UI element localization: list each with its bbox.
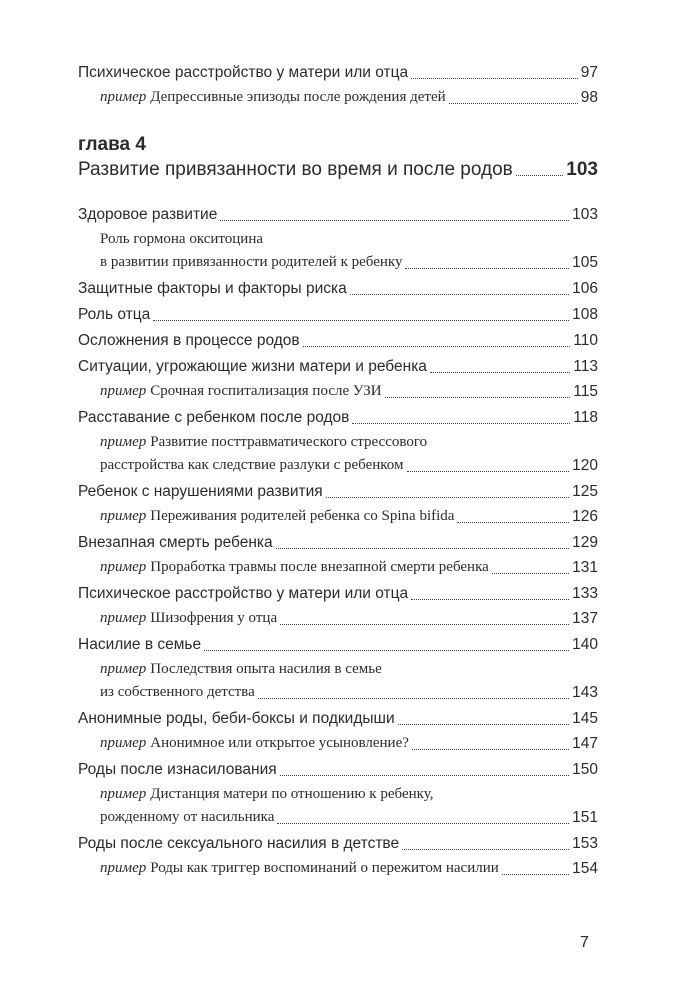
example-label: пример — [100, 786, 147, 802]
entry-line — [78, 832, 598, 855]
entry-page: 108 — [572, 306, 598, 323]
entry-page: 133 — [572, 585, 598, 602]
toc-entry[interactable] — [78, 303, 598, 326]
toc-entry[interactable] — [78, 480, 598, 503]
entry-page: 140 — [572, 636, 598, 653]
example-label: пример — [100, 735, 147, 751]
leader-dots — [407, 471, 570, 472]
leader-dots — [502, 874, 569, 875]
toc-entry[interactable] — [78, 203, 598, 226]
entry-title: Срочная госпитализация после УЗИ — [150, 383, 382, 399]
toc-entry[interactable] — [78, 707, 598, 730]
entry-line — [78, 633, 598, 656]
entry-page: 137 — [572, 610, 598, 627]
example-label: пример — [100, 508, 147, 524]
toc-entry[interactable] — [78, 832, 598, 855]
entry-line — [78, 406, 598, 429]
toc-subentry[interactable] — [78, 857, 598, 880]
toc-entry[interactable] — [78, 406, 598, 429]
entry-title: Проработка травмы после внезапной смерти ребенка — [150, 559, 489, 575]
entry-title: Защитные факторы и факторы риска — [78, 280, 347, 297]
entry-page: 125 — [572, 483, 598, 500]
toc-subentry[interactable] — [78, 783, 598, 829]
leader-dots — [411, 599, 569, 600]
leader-dots — [258, 698, 569, 699]
example-label: пример — [100, 383, 147, 399]
toc-subentry[interactable] — [78, 86, 598, 109]
example-label: пример — [100, 559, 147, 575]
leader-dots — [220, 220, 569, 221]
leader-dots — [303, 346, 571, 347]
entry-line — [78, 582, 598, 605]
leader-dots — [457, 522, 569, 523]
entry-line — [78, 86, 598, 109]
table-of-contents — [78, 58, 598, 880]
entry-page: 151 — [572, 809, 598, 826]
toc-entry[interactable] — [78, 329, 598, 352]
leader-dots — [352, 423, 570, 424]
toc-subentry[interactable] — [78, 658, 598, 704]
leader-dots — [402, 849, 569, 850]
entry-line — [78, 355, 598, 378]
entry-page: 98 — [580, 89, 598, 106]
entry-line — [78, 658, 598, 681]
leader-dots — [385, 397, 571, 398]
entry-line — [78, 505, 598, 528]
entry-page: 113 — [573, 358, 598, 375]
entry-title: Анонимное или открытое усыновление? — [150, 735, 409, 751]
leader-dots — [449, 103, 578, 104]
toc-entry[interactable] — [78, 355, 598, 378]
toc-entry[interactable] — [78, 758, 598, 781]
entry-line — [78, 61, 598, 84]
entry-line — [78, 783, 598, 806]
entry-title: Развитие посттравматического стрессового — [150, 434, 428, 450]
entry-title: в развитии привязанности родителей к ребенку — [100, 254, 403, 270]
example-label: пример — [100, 860, 147, 876]
entry-page: 153 — [572, 835, 598, 852]
entry-line — [78, 758, 598, 781]
toc-entry[interactable] — [78, 277, 598, 300]
leader-dots — [276, 548, 569, 549]
entry-title: расстройства как следствие разлуки с ребенком — [100, 457, 404, 473]
entry-title: Роды как триггер воспоминаний о пережитом насилии — [150, 860, 499, 876]
entry-title: Психическое расстройство у матери или отца — [78, 64, 409, 81]
chapter-page: 103 — [566, 159, 598, 180]
entry-line — [78, 732, 598, 755]
entry-title: Здоровое развитие — [78, 206, 218, 223]
leader-dots — [516, 175, 564, 176]
toc-subentry[interactable] — [78, 732, 598, 755]
example-label: пример — [100, 434, 147, 450]
leader-dots — [350, 294, 569, 295]
chapter-title: Развитие привязанности во время и после родов — [78, 159, 513, 180]
entry-page: 154 — [572, 860, 598, 877]
entry-page: 131 — [572, 559, 598, 576]
entry-page: 147 — [572, 735, 598, 752]
entry-page: 126 — [572, 508, 598, 525]
entry-title: Роль отца — [78, 306, 151, 323]
entry-line — [78, 277, 598, 300]
leader-dots — [280, 624, 569, 625]
entry-title: из собственного детства — [100, 684, 255, 700]
chapter-label: глава 4 — [78, 134, 146, 155]
entry-line — [78, 228, 598, 251]
leader-dots — [153, 320, 569, 321]
chapter-heading — [78, 133, 598, 183]
entry-title: Роды после изнасилования — [78, 761, 277, 778]
entry-page: 120 — [572, 457, 598, 474]
entry-title: Роль гормона окситоцина — [100, 231, 264, 247]
entry-title: Осложнения в процессе родов — [78, 332, 300, 349]
toc-subentry[interactable] — [78, 431, 598, 477]
toc-chapter-list — [78, 203, 598, 880]
entry-line — [78, 203, 598, 226]
leader-dots — [204, 650, 569, 651]
entry-line — [78, 251, 598, 274]
toc-entry[interactable] — [78, 61, 598, 84]
leader-dots — [326, 497, 569, 498]
entry-title: Последствия опыта насилия в семье — [150, 661, 382, 677]
entry-line — [78, 681, 598, 704]
entry-line — [78, 857, 598, 880]
entry-line — [78, 303, 598, 326]
entry-title: Депрессивные эпизоды после рождения детей — [150, 89, 446, 105]
entry-page: 115 — [573, 383, 598, 400]
chapter-title-line[interactable] — [78, 157, 598, 183]
entry-title: Роды после сексуального насилия в детстве — [78, 835, 400, 852]
entry-title: Ситуации, угрожающие жизни матери и ребенка — [78, 358, 427, 375]
entry-title: рожденному от насильника — [100, 809, 275, 825]
entry-title: Расставание с ребенком после родов — [78, 409, 350, 426]
toc-entry[interactable] — [78, 582, 598, 605]
leader-dots — [430, 372, 570, 373]
entry-title: Анонимные роды, беби-боксы и подкидыши — [78, 710, 395, 727]
entry-page: 110 — [573, 332, 598, 349]
entry-title: Ребенок с нарушениями развития — [78, 483, 323, 500]
entry-line — [78, 707, 598, 730]
entry-line — [78, 607, 598, 630]
entry-page: 105 — [572, 254, 598, 271]
toc-subentry[interactable] — [78, 505, 598, 528]
leader-dots — [398, 724, 570, 725]
entry-line — [78, 480, 598, 503]
entry-title: Психическое расстройство у матери или отца — [78, 585, 409, 602]
example-label: пример — [100, 661, 147, 677]
leader-dots — [411, 78, 578, 79]
example-label: пример — [100, 89, 147, 105]
entry-page: 97 — [580, 64, 598, 81]
entry-line — [78, 806, 598, 829]
toc-subentry[interactable] — [78, 228, 598, 274]
entry-page: 143 — [572, 684, 598, 701]
entry-title: Переживания родителей ребенка со Spina bifida — [150, 508, 455, 524]
entry-title: Насилие в семье — [78, 636, 202, 653]
entry-title: Дистанция матери по отношению к ребенку, — [150, 786, 434, 802]
entry-page: 129 — [572, 534, 598, 551]
toc-subentry[interactable] — [78, 556, 598, 579]
leader-dots — [280, 775, 569, 776]
entry-page: 103 — [572, 206, 598, 223]
entry-line — [78, 380, 598, 403]
page-number: 7 — [580, 934, 589, 951]
entry-line — [78, 556, 598, 579]
toc-subentry[interactable] — [78, 380, 598, 403]
example-label: пример — [100, 610, 147, 626]
entry-line — [78, 531, 598, 554]
entry-line — [78, 329, 598, 352]
leader-dots — [492, 573, 569, 574]
leader-dots — [405, 268, 569, 269]
toc-entry[interactable] — [78, 531, 598, 554]
toc-subentry[interactable] — [78, 607, 598, 630]
entry-page: 145 — [572, 710, 598, 727]
toc-entry[interactable] — [78, 633, 598, 656]
toc-top-list — [78, 61, 598, 109]
entry-line — [78, 431, 598, 454]
entry-line — [78, 454, 598, 477]
leader-dots — [277, 823, 569, 824]
leader-dots — [412, 749, 569, 750]
entry-title: Шизофрения у отца — [150, 610, 278, 626]
entry-page: 106 — [572, 280, 598, 297]
entry-page: 118 — [573, 409, 598, 426]
entry-page: 150 — [572, 761, 598, 778]
entry-title: Внезапная смерть ребенка — [78, 534, 273, 551]
